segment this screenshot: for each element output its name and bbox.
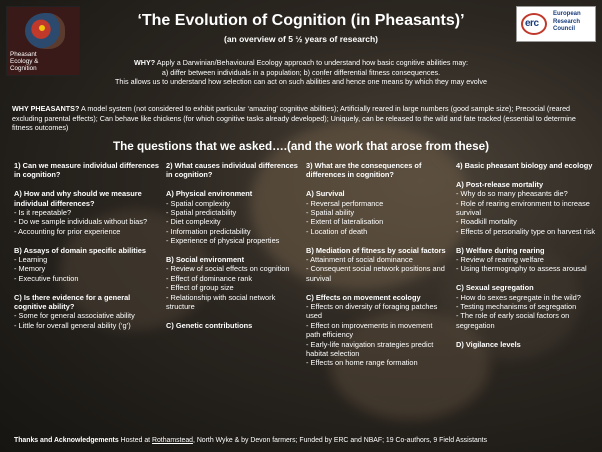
block-spacer	[456, 274, 596, 283]
section-heading: 1) Can we measure individual differences in cognition?	[14, 161, 159, 180]
block-spacer	[166, 180, 302, 189]
list-item: - Roadkill mortality	[456, 217, 517, 227]
list-item: - Extent of lateralisation	[306, 217, 384, 227]
block-spacer	[306, 283, 446, 292]
list-item: - Testing mechanisms of segregation	[456, 302, 577, 312]
why-pheasants-section: WHY PHEASANTS? A model system (not considered to exhibit particular ‘amazing’ cognitive abilities); Artificially reared in large numbers (good sample size); Precocial (reared excluding parental effects); Can behave like chickens (for which cognitive tasks already developed); Uniquely, can be released to the wild and fate tracked (essential to determine fitness outcomes)	[12, 104, 576, 133]
list-item: - Effects on diversity of foraging patches used	[306, 302, 438, 321]
section-heading: A) Survival	[306, 189, 345, 199]
list-item: - Effect of dominance rank	[166, 273, 253, 283]
list-item: - Using thermography to assess arousal	[456, 264, 587, 274]
block-spacer	[166, 311, 302, 320]
poster-subtitle: (an overview of 5 ½ years of research)	[223, 34, 379, 44]
list-item: - How do sexes segregate in the wild?	[456, 292, 581, 302]
block-spacer	[14, 283, 162, 292]
list-item: - Review of social effects on cognition	[166, 264, 290, 274]
list-item: - Effects of personality type on harvest risk	[456, 226, 596, 236]
section-heading: C) Is there evidence for a general cognitive ability?	[14, 292, 131, 312]
block-spacer	[14, 180, 162, 189]
logo-label: Pheasant Ecology & Cognition	[10, 51, 39, 72]
section-heading: A) Physical environment	[166, 189, 253, 199]
section-heading: B) Welfare during rearing	[456, 245, 545, 255]
list-item: - Do we sample individuals without bias?	[14, 217, 148, 227]
section-heading: C) Sexual segregation	[456, 283, 534, 293]
list-item: - Review of rearing welfare	[456, 255, 544, 265]
list-item: - Some for general associative ability	[14, 311, 135, 321]
list-item: - Diet complexity	[166, 217, 221, 227]
list-item: - Executive function	[14, 273, 79, 283]
list-item: - Experience of physical properties	[166, 236, 280, 246]
list-item: - Learning	[14, 255, 48, 265]
block-spacer	[166, 246, 302, 255]
list-item: - Is it repeatable?	[14, 208, 72, 218]
list-item: - Spatial predictability	[166, 208, 237, 218]
list-item: - Effects on home range formation	[306, 358, 418, 368]
section-heading: B) Social environment	[166, 255, 245, 265]
list-item: - Accounting for prior experience	[14, 226, 121, 236]
section-heading: D) Vigilance levels	[456, 339, 521, 349]
section-heading: A) Post-release mortality	[456, 179, 544, 189]
section-heading: C) Genetic contributions	[166, 320, 253, 330]
list-item: - Relationship with social network structure	[166, 292, 276, 312]
list-item: - Role of rearing environment to increase survival	[456, 198, 590, 218]
rothamstead-link[interactable]: Rothamstead	[152, 437, 193, 444]
block-spacer	[456, 236, 596, 245]
section-heading: B) Mediation of fitness by social factors	[306, 245, 446, 255]
list-item: - Spatial complexity	[166, 198, 231, 208]
list-item: - Memory	[14, 264, 46, 274]
block-spacer	[306, 236, 446, 245]
section-heading: A) How and why should we measure individual differences?	[14, 189, 142, 208]
column-3	[306, 161, 446, 368]
list-item: - Reversal performance	[306, 198, 384, 208]
column-1	[14, 161, 162, 330]
list-item: - Little for overall general ability (‘g’)	[14, 320, 131, 330]
list-item: - Information predictability	[166, 226, 251, 236]
erc-mark-icon: erc	[521, 13, 547, 35]
list-item: - Early-life navigation strategies predict habitat selection	[306, 339, 434, 359]
why-section: WHY? Apply a Darwinian/Behavioural Ecology approach to understand how basic cognitive abilities may: a) differ between individuals in a population; b) confer differential fitness consequences. This allows us to understand how selection can act on such abilities and hence one means by which they may evolve	[115, 58, 487, 87]
poster-title: ‘The Evolution of Cognition (in Pheasants)’	[137, 12, 465, 29]
list-item: - Location of death	[306, 226, 368, 236]
block-spacer	[14, 236, 162, 245]
list-item: - Spatial ability	[306, 208, 355, 218]
questions-heading: The questions that we asked….(and the work that arose from these)	[112, 140, 490, 153]
section-heading: 3) What are the consequences of differences in cognition?	[306, 161, 422, 180]
section-heading: 4) Basic pheasant biology and ecology	[456, 161, 593, 170]
column-2	[166, 161, 302, 330]
list-item: - The role of early social factors on segregation	[456, 311, 570, 330]
column-4	[456, 161, 596, 349]
list-item: - Effect on improvements in movement path efficiency	[306, 320, 433, 340]
acknowledgements: Thanks and Acknowledgements Hosted at Rothamstead, North Wyke & by Devon farmers; Funded by ERC and NBAF; 19 Co-authors, 9 Field Assistants	[14, 437, 488, 444]
list-item: - Effect of group size	[166, 283, 234, 293]
list-item: - Why do so many pheasants die?	[456, 189, 568, 199]
list-item: - Consequent social network positions and survival	[306, 264, 445, 283]
section-heading: B) Assays of domain specific abilities	[14, 245, 146, 255]
block-spacer	[456, 330, 596, 339]
block-spacer	[306, 180, 446, 189]
list-item: - Attainment of social dominance	[306, 255, 413, 265]
section-heading: C) Effects on movement ecology	[306, 292, 421, 302]
erc-name: European Research Council	[553, 11, 581, 32]
block-spacer	[456, 170, 596, 179]
section-heading: 2) What causes individual differences in cognition?	[166, 161, 298, 180]
